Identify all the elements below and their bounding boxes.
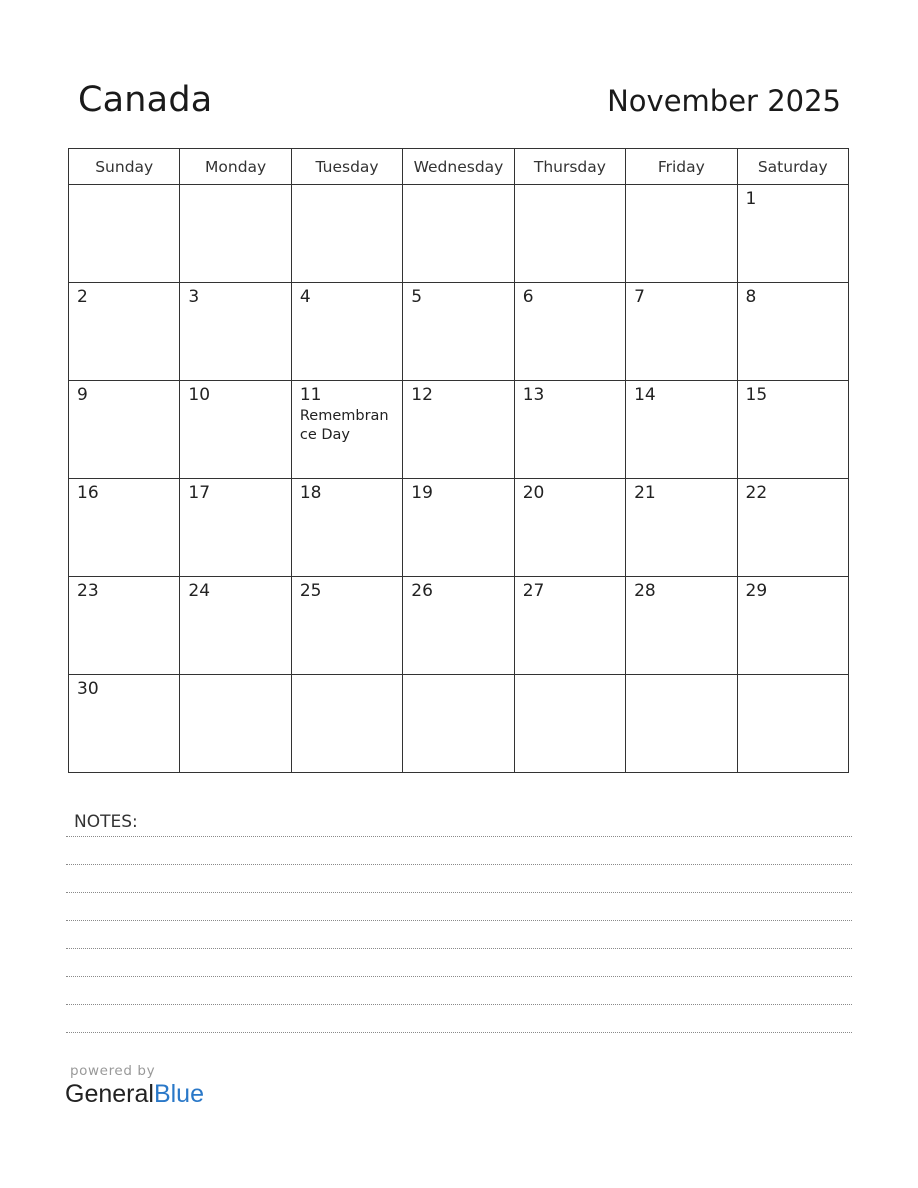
calendar-day-cell — [514, 185, 625, 283]
day-number: 1 — [745, 189, 757, 209]
calendar-day-cell — [180, 479, 291, 577]
day-number — [292, 185, 402, 189]
note-line — [66, 1004, 852, 1005]
day-number: 7 — [634, 287, 645, 307]
weekday-header: Wednesday — [403, 149, 514, 185]
calendar-day-cell — [737, 577, 848, 675]
brand-first: General — [65, 1080, 154, 1108]
calendar-day-cell — [626, 283, 737, 381]
day-number — [738, 675, 848, 679]
calendar-day-cell — [737, 283, 848, 381]
calendar-day-cell — [69, 283, 180, 381]
calendar-week-row — [69, 185, 849, 283]
day-number: 13 — [522, 385, 545, 405]
calendar-day-cell — [180, 185, 291, 283]
note-line — [66, 920, 852, 921]
day-number: 11 — [299, 385, 322, 405]
day-number: 27 — [522, 581, 545, 601]
calendar-day-cell — [737, 479, 848, 577]
calendar-day-cell — [291, 675, 402, 773]
calendar-day-cell — [291, 185, 402, 283]
day-number: 29 — [745, 581, 768, 601]
day-number — [180, 675, 290, 679]
calendar-day-cell — [403, 675, 514, 773]
calendar-day-cell — [69, 381, 180, 479]
calendar-day-cell — [180, 577, 291, 675]
note-line — [66, 864, 852, 865]
country-title: Canada — [78, 80, 213, 120]
calendar-day-cell — [403, 283, 514, 381]
calendar-day-cell — [737, 381, 848, 479]
day-number — [626, 185, 736, 189]
day-number: 15 — [745, 385, 768, 405]
day-number: 25 — [299, 581, 322, 601]
calendar-day-cell — [403, 185, 514, 283]
calendar-day-cell — [737, 675, 848, 773]
day-number: 14 — [634, 385, 656, 405]
weekday-header: Friday — [626, 149, 737, 185]
day-number: 3 — [188, 287, 200, 307]
day-number: 2 — [77, 287, 88, 307]
calendar-week-row — [69, 381, 849, 479]
generalblue-logo — [65, 1080, 204, 1109]
weekday-header-row — [69, 149, 849, 185]
calendar-day-cell — [180, 381, 291, 479]
day-number: 20 — [522, 483, 545, 503]
calendar-day-cell — [69, 577, 180, 675]
day-number: 8 — [745, 287, 757, 307]
calendar-day-cell — [69, 675, 180, 773]
day-number: 23 — [77, 581, 99, 601]
calendar-day-cell — [626, 381, 737, 479]
day-number: 12 — [411, 385, 433, 405]
calendar-week-row — [69, 283, 849, 381]
calendar-day-cell — [291, 283, 402, 381]
day-number: 10 — [188, 385, 211, 405]
weekday-header: Tuesday — [291, 149, 402, 185]
calendar-day-cell — [626, 675, 737, 773]
calendar-day-cell — [514, 283, 625, 381]
holiday-label: Remembrance Day — [299, 408, 389, 443]
day-number: 4 — [299, 287, 311, 307]
day-number — [515, 675, 625, 679]
calendar-body — [69, 185, 849, 773]
weekday-header: Sunday — [69, 149, 180, 185]
calendar-week-row — [69, 675, 849, 773]
day-number: 24 — [188, 581, 211, 601]
calendar-week-row — [69, 479, 849, 577]
calendar-day-cell — [180, 675, 291, 773]
month-year-title: November 2025 — [607, 84, 841, 118]
calendar-day-cell — [291, 381, 402, 479]
weekday-header: Thursday — [514, 149, 625, 185]
notes-label: NOTES: — [74, 812, 138, 832]
day-number: 9 — [77, 385, 88, 405]
day-number: 28 — [634, 581, 656, 601]
note-line — [66, 892, 852, 893]
note-line — [66, 976, 852, 977]
calendar-day-cell — [180, 283, 291, 381]
calendar-day-cell — [403, 381, 514, 479]
day-number: 22 — [745, 483, 768, 503]
calendar-day-cell — [69, 185, 180, 283]
weekday-header: Monday — [180, 149, 291, 185]
calendar-day-cell — [737, 185, 848, 283]
day-number: 18 — [299, 483, 322, 503]
day-number: 19 — [411, 483, 433, 503]
day-number — [403, 675, 513, 679]
note-line — [66, 1032, 852, 1033]
calendar-day-cell — [626, 479, 737, 577]
day-number: 17 — [188, 483, 211, 503]
calendar-week-row — [69, 577, 849, 675]
day-number: 5 — [411, 287, 423, 307]
calendar-day-cell — [514, 577, 625, 675]
calendar-day-cell — [403, 577, 514, 675]
calendar-day-cell — [69, 479, 180, 577]
day-number — [403, 185, 513, 189]
calendar-day-cell — [514, 675, 625, 773]
day-number — [292, 675, 402, 679]
day-number: 21 — [634, 483, 656, 503]
note-line — [66, 948, 852, 949]
day-number — [626, 675, 736, 679]
calendar-day-cell — [626, 577, 737, 675]
day-number: 16 — [77, 483, 99, 503]
day-number: 30 — [77, 679, 99, 699]
calendar-day-cell — [514, 381, 625, 479]
weekday-header: Saturday — [737, 149, 848, 185]
day-number — [180, 185, 290, 189]
calendar-day-cell — [626, 185, 737, 283]
calendar-day-cell — [514, 479, 625, 577]
day-number: 6 — [522, 287, 534, 307]
calendar-day-cell — [403, 479, 514, 577]
day-number: 26 — [411, 581, 433, 601]
note-line — [66, 836, 852, 837]
day-number — [69, 185, 179, 189]
day-number — [515, 185, 625, 189]
calendar-grid — [68, 148, 849, 773]
brand-second: Blue — [153, 1080, 204, 1108]
calendar-day-cell — [291, 577, 402, 675]
calendar-day-cell — [291, 479, 402, 577]
powered-by-text: powered by — [70, 1063, 156, 1079]
